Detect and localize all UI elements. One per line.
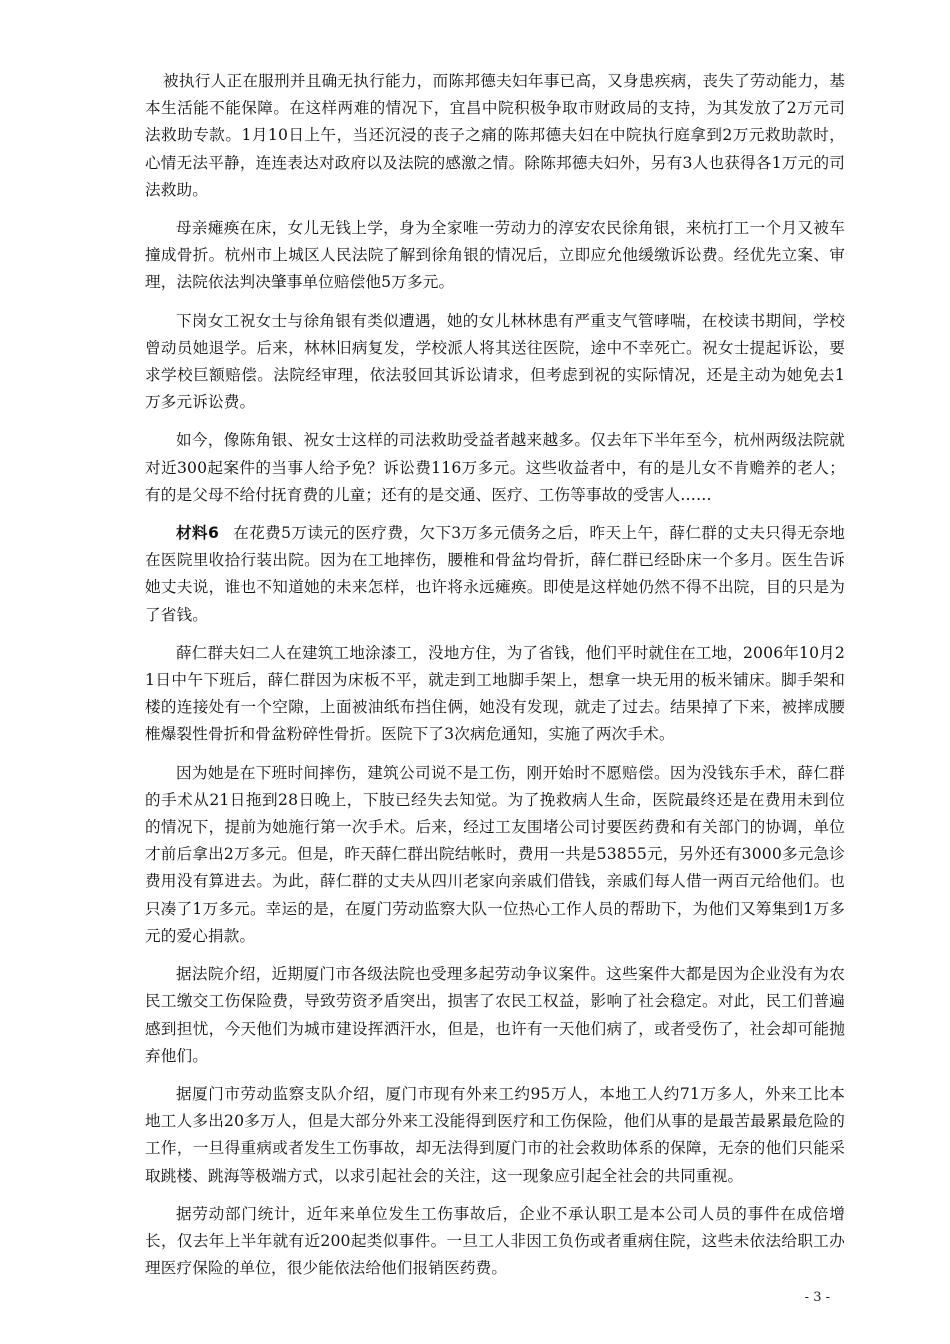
- material-label: 材料6: [176, 524, 219, 543]
- paragraph: 据厦门市劳动监察支队介绍，厦门市现有外来工约95万人，本地工人约71万多人，外来工比本地工人多出20多万人，但是大部分外来工没能得到医疗和工伤保险，他们从事的是最苦最累最危险的工作，一旦得重病或者发生工伤事故，却无法得到厦门市的社会救助体系的保障，无奈的他们只能采取跳楼、跳海等极端方式，以求引起社会的关注，这一现象应引起全社会的共同重视。: [145, 1084, 845, 1185]
- paragraph: 薛仁群夫妇二人在建筑工地涂漆工，没地方住，为了省钱，他们平时就住在工地，2006年10月21日中午下班后，薛仁群因为床板不平，就走到工地脚手架上，想拿一块无用的板米铺床。脚手架和楼的连接处有一个空隙，上面被油纸布挡住俩，她没有发现，就走了过去。结果掉了下来，被摔成腰椎爆裂性骨折和骨盆粉碎性骨折。医院下了3次病危通知，实施了两次手术。: [145, 643, 845, 744]
- paragraph: 据劳动部门统计，近年来单位发生工伤事故后，企业不承认职工是本公司人员的事件在成倍增长，仅去年上半年就有近200起类似事件。一旦工人非因工负伤或者重病住院，这些未依法给职工办理医疗保险的单位，很少能依法给他们报销医药费。: [145, 1204, 845, 1278]
- paragraph: 因为她是在下班时间摔伤，建筑公司说不是工伤，刚开始时不愿赔偿。因为没钱东手术，薛仁群的手术从21日拖到28日晚上，下肢已经失去知觉。为了挽救病人生命，医院最终还是在费用未到位的情况下，提前为她施行第一次手术。后来，经过工友围堵公司讨要医药费和有关部门的协调，单位才前后拿出2万多元。但是，昨天薛仁群出院结帐时，费用一共是53855元，另外还有3000多元急诊费用没有算进去。为此，薛仁群的丈夫从四川老家向亲戚们借钱，亲戚们每人借一两百元给他们。也只凑了1万多元。幸运的是，在厦门劳动监察大队一位热心工作人员的帮助下，为他们又筹集到1万多元的爱心捐款。: [145, 763, 845, 945]
- paragraph: 下岗女工祝女士与徐角银有类似遭遇，她的女儿林林患有严重支气管哮喘，在校读书期间，学校曾动员她退学。后来，林林旧病复发，学校派人将其送往医院，途中不幸死亡。祝女士提起诉讼，要求学校巨额赔偿。法院经审理，依法驳回其诉讼请求，但考虑到祝的实际情况，还是主动为她免去1万多元诉讼费。: [145, 311, 845, 412]
- paragraph: 被执行人正在服刑并且确无执行能力，而陈邦德夫妇年事已高，又身患疾病，丧失了劳动能力，基本生活能不能保障。在这样两难的情况下，宜昌中院积极争取市财政局的支持，为其发放了2万元司法救助专款。1月10日上午，当还沉浸的丧子之痛的陈邦德夫妇在中院执行庭拿到2万元救助款时，心情无法平静，连连表达对政府以及法院的感激之情。除陈邦德夫妇外，另有3人也获得各1万元的司法救助。: [145, 72, 845, 199]
- page-number: - 3 -: [804, 1290, 830, 1305]
- paragraph: 母亲瘫痪在床，女儿无钱上学，身为全家唯一劳动力的淳安农民徐角银，来杭打工一个月又被车撞成骨折。杭州市上城区人民法院了解到徐角银的情况后，立即应允他缓缴诉讼费。经优先立案、审理，法院依法判决肇事单位赔偿他5万多元。: [145, 219, 845, 292]
- document-body: [145, 68, 845, 1293]
- paragraph-material-6: [145, 520, 845, 629]
- paragraph: 据法院介绍，近期厦门市各级法院也受理多起劳动争议案件。这些案件大都是因为企业没有为农民工缴交工伤保险费，导致劳资矛盾突出，损害了农民工权益，影响了社会稳定。对此，民工们普遍感到担忧，今天他们为城市建设挥洒汗水，但是，也许有一天他们病了，或者受伤了，社会却可能抛弃他们。: [145, 965, 845, 1065]
- paragraph: 如今，像陈角银、祝女士这样的司法救助受益者越来越多。仅去年下半年至今，杭州两级法院就对近300起案件的当事人给予免？诉讼费116万多元。这些收益者中，有的是儿女不肯赡养的老人；有的是父母不给付抚育费的儿童；还有的是交通、医疗、工伤等事故的受害人……: [145, 431, 845, 504]
- paragraph-text: 在花费5万读元的医疗费，欠下3万多元债务之后，昨天上午，薛仁群的丈夫只得无奈地在医院里收拾行装出院。因为在工地摔伤，腰椎和骨盆均骨折，薛仁群已经卧床一个多月。医生告诉她丈夫说，谁也不知道她的未来怎样，也许将永远瘫痪。即使是这样她仍然不得不出院，目的只是为了省钱。: [145, 524, 845, 624]
